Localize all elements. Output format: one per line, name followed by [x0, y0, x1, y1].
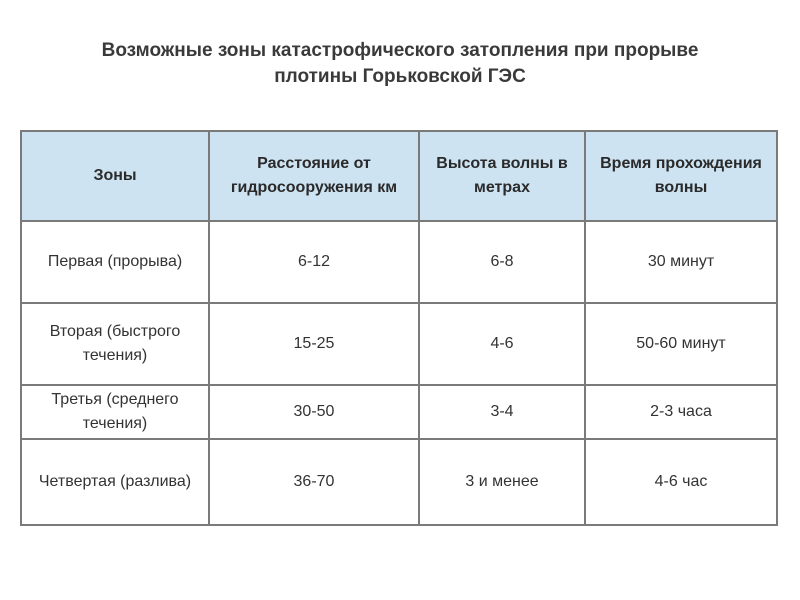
wave-time-cell: 30 минут [585, 221, 777, 303]
distance-cell: 36-70 [209, 439, 419, 525]
wave-height-cell: 6-8 [419, 221, 585, 303]
table-row [21, 385, 777, 439]
wave-time-cell: 4-6 час [585, 439, 777, 525]
wave-height-cell: 3-4 [419, 385, 585, 439]
header-wave-height: Высота волны в метрах [419, 131, 585, 221]
table-header-row [21, 131, 777, 221]
title-line-1: Возможные зоны катастрофического затопления при прорыве [101, 40, 699, 61]
distance-cell: 15-25 [209, 303, 419, 385]
wave-height-cell: 4-6 [419, 303, 585, 385]
title-line-2: плотины Горьковской ГЭС [274, 66, 526, 87]
flood-zones-table [20, 130, 778, 526]
wave-time-cell: 2-3 часа [585, 385, 777, 439]
table-row [21, 221, 777, 303]
table-row [21, 439, 777, 525]
table-row [21, 303, 777, 385]
zone-cell: Третья (среднего течения) [21, 385, 209, 439]
distance-cell: 6-12 [209, 221, 419, 303]
header-zones: Зоны [21, 131, 209, 221]
zone-cell: Вторая (быстрого течения) [21, 303, 209, 385]
header-distance: Расстояние от гидросооружения км [209, 131, 419, 221]
distance-cell: 30-50 [209, 385, 419, 439]
zone-cell: Четвертая (разлива) [21, 439, 209, 525]
page-title [20, 38, 780, 90]
zone-cell: Первая (прорыва) [21, 221, 209, 303]
header-wave-time: Время прохождения волны [585, 131, 777, 221]
wave-time-cell: 50-60 минут [585, 303, 777, 385]
wave-height-cell: 3 и менее [419, 439, 585, 525]
